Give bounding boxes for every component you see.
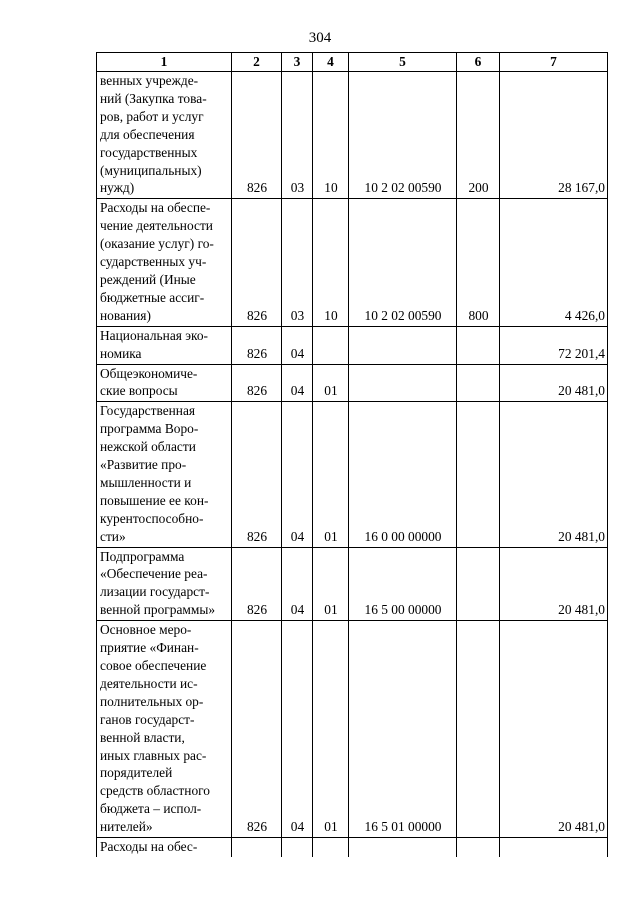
- budget-table: [96, 52, 608, 857]
- row-vr: [457, 364, 500, 402]
- row-vr: [457, 326, 500, 364]
- row-rz: 04: [282, 364, 313, 402]
- header-col-5: 5: [349, 53, 457, 72]
- row-grbs: 826: [232, 547, 282, 621]
- row-sum: [500, 838, 608, 857]
- table-row: [97, 326, 608, 364]
- row-grbs: 826: [232, 621, 282, 838]
- row-rz: 03: [282, 199, 313, 326]
- header-col-7: 7: [500, 53, 608, 72]
- row-csr: 16 0 00 00000: [349, 402, 457, 547]
- row-name: Расходы на обес-: [97, 838, 232, 857]
- table-row: [97, 72, 608, 199]
- row-name: Национальная эко- номика: [97, 326, 232, 364]
- header-col-1: 1: [97, 53, 232, 72]
- row-pr: 01: [313, 364, 349, 402]
- row-csr: 16 5 01 00000: [349, 621, 457, 838]
- row-name: Подпрограмма «Обеспечение реа- лизации государст- венной программы»: [97, 547, 232, 621]
- row-csr: 10 2 02 00590: [349, 199, 457, 326]
- row-pr: 01: [313, 402, 349, 547]
- row-vr: 800: [457, 199, 500, 326]
- row-name: Государственная программа Воро- нежской области «Развитие про- мышленности и повышение ее кон- курентоспособно- сти»: [97, 402, 232, 547]
- header-col-6: 6: [457, 53, 500, 72]
- table-row: [97, 547, 608, 621]
- row-name: Общеэкономиче- ские вопросы: [97, 364, 232, 402]
- row-csr: [349, 838, 457, 857]
- row-sum: 72 201,4: [500, 326, 608, 364]
- table-row: [97, 402, 608, 547]
- row-name: венных учрежде- ний (Закупка това- ров, работ и услуг для обеспечения государственных (муниципальных) нужд): [97, 72, 232, 199]
- row-sum: 20 481,0: [500, 621, 608, 838]
- row-pr: 01: [313, 621, 349, 838]
- row-csr: [349, 364, 457, 402]
- row-vr: [457, 838, 500, 857]
- row-grbs: 826: [232, 402, 282, 547]
- row-rz: 03: [282, 72, 313, 199]
- row-name: Расходы на обеспе- чение деятельности (оказание услуг) го- сударственных уч- реждений (Иные бюджетные ассиг- нования): [97, 199, 232, 326]
- row-sum: 20 481,0: [500, 364, 608, 402]
- row-pr: [313, 326, 349, 364]
- row-csr: 16 5 00 00000: [349, 547, 457, 621]
- table-row: [97, 621, 608, 838]
- row-rz: 04: [282, 326, 313, 364]
- row-grbs: [232, 838, 282, 857]
- row-grbs: 826: [232, 326, 282, 364]
- row-rz: 04: [282, 402, 313, 547]
- row-csr: [349, 326, 457, 364]
- row-sum: 20 481,0: [500, 402, 608, 547]
- row-rz: 04: [282, 547, 313, 621]
- row-pr: 10: [313, 199, 349, 326]
- row-grbs: 826: [232, 364, 282, 402]
- row-pr: 01: [313, 547, 349, 621]
- row-sum: 20 481,0: [500, 547, 608, 621]
- row-grbs: 826: [232, 199, 282, 326]
- row-rz: [282, 838, 313, 857]
- row-csr: 10 2 02 00590: [349, 72, 457, 199]
- table-row: [97, 199, 608, 326]
- row-grbs: 826: [232, 72, 282, 199]
- header-col-2: 2: [232, 53, 282, 72]
- page-number: 304: [308, 30, 332, 46]
- row-name: Основное меро- приятие «Финан- совое обеспечение деятельности ис- полнительных ор- ганов государст- венной власти, иных главных рас- порядителей средств областного бюджета – испол- нителей»: [97, 621, 232, 838]
- row-sum: 28 167,0: [500, 72, 608, 199]
- table-row: [97, 364, 608, 402]
- row-vr: [457, 402, 500, 547]
- row-pr: [313, 838, 349, 857]
- row-pr: 10: [313, 72, 349, 199]
- header-row: [97, 53, 608, 72]
- row-sum: 4 426,0: [500, 199, 608, 326]
- row-rz: 04: [282, 621, 313, 838]
- row-vr: 200: [457, 72, 500, 199]
- table-row: [97, 838, 608, 857]
- row-vr: [457, 547, 500, 621]
- header-col-4: 4: [313, 53, 349, 72]
- row-vr: [457, 621, 500, 838]
- header-col-3: 3: [282, 53, 313, 72]
